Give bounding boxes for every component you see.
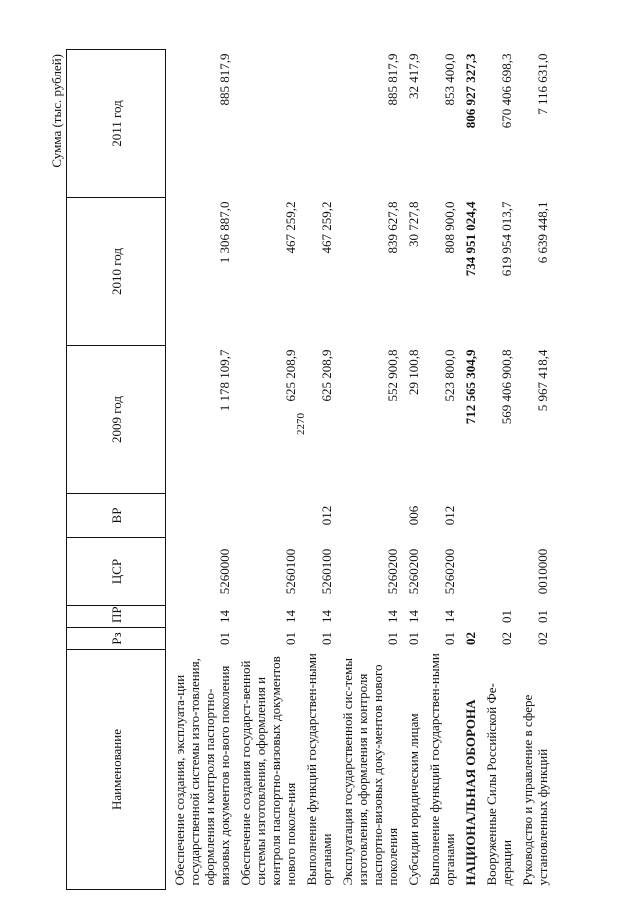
cell-name: Обеспечение создания, эксплуата-ции государственной системы изго-товления, оформления и контроля паспортно-визовых документов но-вого поколения xyxy=(172,658,232,886)
cell-rz: 01 xyxy=(217,632,232,645)
cell-rz: 02 xyxy=(535,632,550,645)
table-body xyxy=(166,50,551,890)
cell-y2011: 32 417,9 xyxy=(406,53,421,99)
table-row xyxy=(334,50,400,890)
table-row xyxy=(232,50,298,890)
table-row xyxy=(457,50,478,890)
cell-vr xyxy=(478,494,514,538)
cell-csr: 0010000 xyxy=(535,548,550,595)
cell-rz: 02 xyxy=(499,632,514,645)
cell-pr: 14 xyxy=(442,610,457,623)
cell-pr: 14 xyxy=(319,610,334,623)
cell-name: НАЦИОНАЛЬНАЯ ОБОРОНА xyxy=(463,699,478,886)
cell-pr xyxy=(457,606,478,628)
cell-csr: 5260200 xyxy=(385,548,400,595)
cell-y2009: 712 565 304,9 xyxy=(463,349,478,425)
cell-pr: 01 xyxy=(535,610,550,623)
cell-csr: 5260100 xyxy=(319,548,334,595)
cell-csr: 5260100 xyxy=(283,548,298,595)
cell-y2010: 619 954 013,7 xyxy=(499,201,514,277)
cell-vr: 006 xyxy=(406,505,421,526)
cell-name: Руководство и управление в сфере установленных функций xyxy=(520,694,550,886)
cell-rz: 01 xyxy=(319,632,334,645)
cell-y2009: 625 208,9 xyxy=(319,349,334,402)
cell-rz: 01 xyxy=(406,632,421,645)
cell-y2011: 806 927 327,3 xyxy=(463,53,478,129)
cell-y2009: 1 178 109,7 xyxy=(217,349,232,412)
cell-pr: 14 xyxy=(217,610,232,623)
cell-y2010: 839 627,8 xyxy=(385,201,400,254)
cell-pr: 14 xyxy=(406,610,421,623)
header-pr: ПР xyxy=(67,606,166,628)
cell-y2010: 6 639 448,1 xyxy=(535,201,550,264)
cell-rz: 01 xyxy=(283,632,298,645)
cell-name: Выполнение функций государствен-ными органами xyxy=(427,653,457,886)
cell-y2009: 29 100,8 xyxy=(406,349,421,395)
cell-y2011 xyxy=(298,50,334,198)
cell-rz: 01 xyxy=(385,632,400,645)
cell-y2011: 885 817,9 xyxy=(217,53,232,106)
cell-csr: 5260200 xyxy=(406,548,421,595)
table-row xyxy=(478,50,514,890)
cell-y2011: 7 116 631,0 xyxy=(535,53,550,115)
cell-y2009: 625 208,9 xyxy=(283,349,298,402)
header-name: Наименование xyxy=(67,650,166,890)
cell-vr xyxy=(232,494,298,538)
cell-rz: 02 xyxy=(463,632,478,645)
budget-table-page xyxy=(48,50,550,890)
header-rz: Рз xyxy=(67,628,166,650)
cell-y2009: 5 967 418,4 xyxy=(535,349,550,412)
cell-rz: 01 xyxy=(442,632,457,645)
cell-vr xyxy=(457,494,478,538)
table-header-row xyxy=(67,50,166,890)
cell-pr: 14 xyxy=(385,610,400,623)
cell-name: Субсидии юридическим лицам xyxy=(406,713,421,886)
table-row xyxy=(421,50,457,890)
cell-y2010: 467 259,2 xyxy=(319,201,334,254)
cell-y2011 xyxy=(232,50,298,198)
cell-y2010: 467 259,2 xyxy=(283,201,298,254)
cell-y2010: 808 900,0 xyxy=(442,201,457,254)
header-2010: 2010 год xyxy=(67,198,166,346)
cell-csr xyxy=(478,538,514,606)
cell-name: Вооруженные Силы Российской Фе-дерации xyxy=(484,683,514,886)
header-csr: ЦСР xyxy=(67,538,166,606)
page-number: 2270 xyxy=(295,413,307,435)
table-row xyxy=(400,50,421,890)
cell-csr: 5260200 xyxy=(442,548,457,595)
cell-y2009: 552 900,8 xyxy=(385,349,400,402)
cell-vr: 012 xyxy=(442,505,457,526)
table-row xyxy=(298,50,334,890)
cell-pr: 14 xyxy=(283,610,298,623)
cell-name: Обеспечение создания государст-венной системы изготовления, оформления и контроля паспортно-визовых документов нового поколе-ния xyxy=(238,656,298,886)
cell-vr xyxy=(514,494,550,538)
cell-y2010: 734 951 024,4 xyxy=(463,201,478,277)
cell-name: Эксплуатация государственной сис-темы изготовления, оформления и контроля паспортно-визовых доку-ментов нового поколения xyxy=(340,658,400,886)
budget-table xyxy=(66,49,550,890)
header-2009: 2009 год xyxy=(67,346,166,494)
cell-y2011: 885 817,9 xyxy=(385,53,400,106)
cell-y2011: 853 400,0 xyxy=(442,53,457,106)
cell-csr: 5260000 xyxy=(217,548,232,595)
cell-y2009: 523 800,0 xyxy=(442,349,457,402)
header-vr: ВР xyxy=(67,494,166,538)
cell-y2010: 30 727,8 xyxy=(406,201,421,247)
cell-name: Выполнение функций государствен-ными органами xyxy=(304,653,334,886)
units-caption: Сумма (тыс. рублей) xyxy=(49,54,64,168)
cell-y2011: 670 406 698,3 xyxy=(499,53,514,129)
cell-vr xyxy=(166,494,233,538)
cell-vr: 012 xyxy=(319,505,334,526)
cell-csr xyxy=(457,538,478,606)
cell-pr: 01 xyxy=(499,610,514,623)
table-row xyxy=(166,50,233,890)
cell-y2009: 569 406 900,8 xyxy=(499,349,514,425)
cell-y2010: 1 306 887,0 xyxy=(217,201,232,264)
header-2011: 2011 год xyxy=(67,50,166,198)
cell-vr xyxy=(334,494,400,538)
table-row xyxy=(514,50,550,890)
